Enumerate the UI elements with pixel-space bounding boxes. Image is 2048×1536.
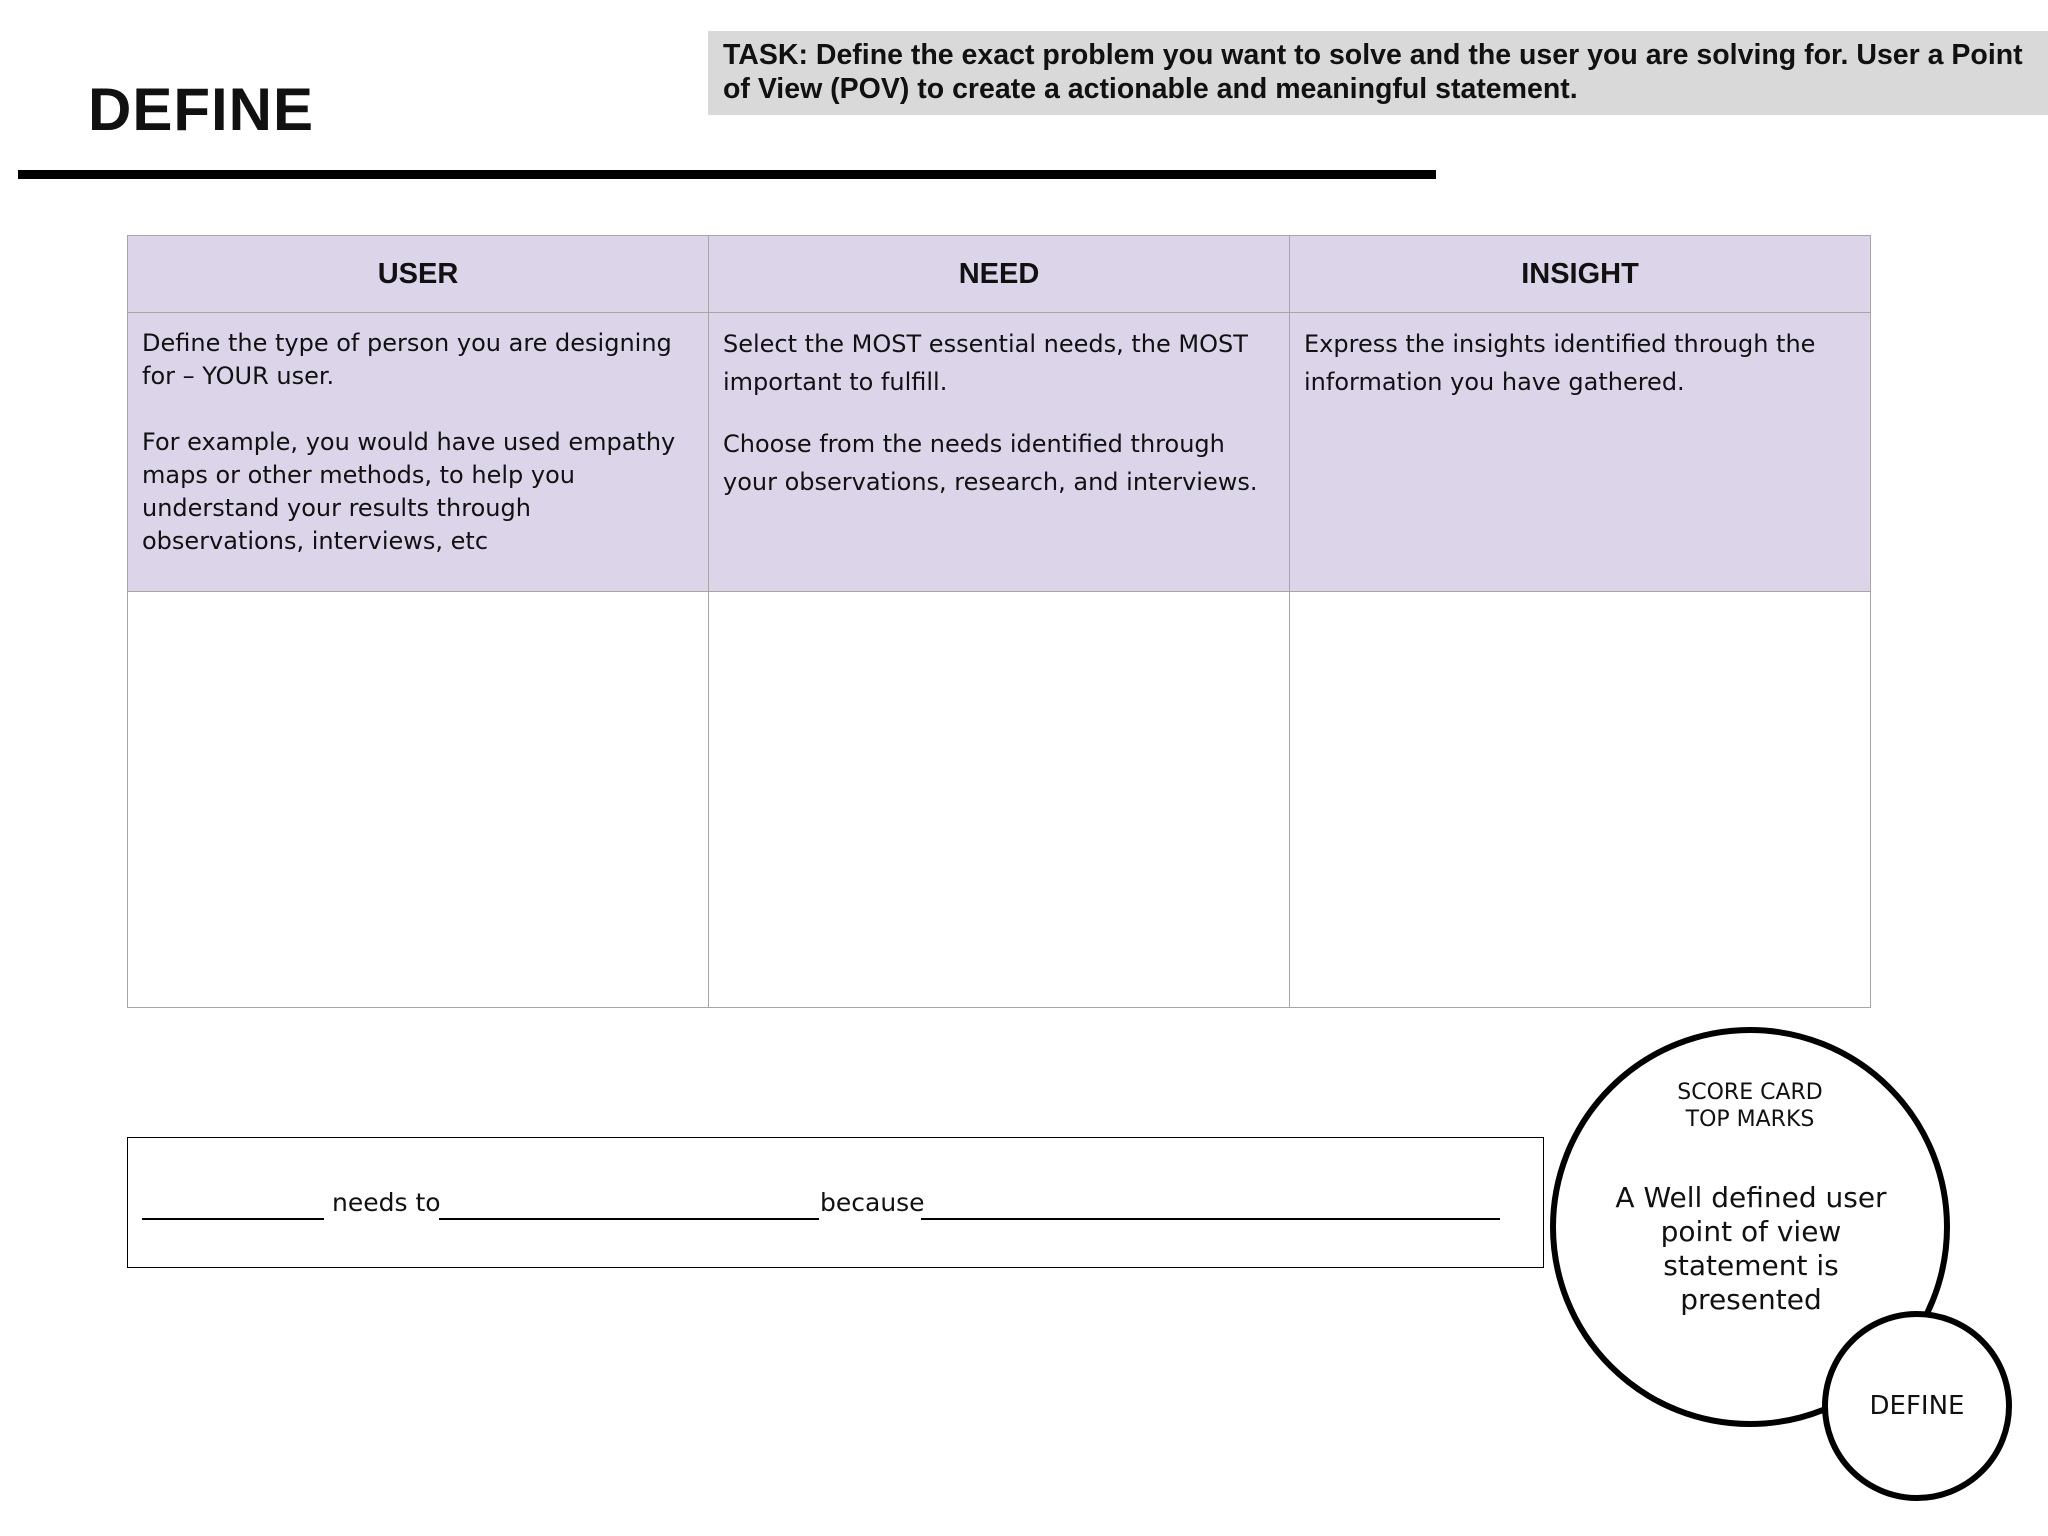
insight-answer-cell[interactable] — [1290, 592, 1871, 1008]
scorecard-title-line1: SCORE CARD — [1677, 1080, 1823, 1105]
table-answer-row — [128, 592, 1871, 1008]
needs-to-text: needs to — [332, 1188, 441, 1217]
user-description-cell — [128, 313, 709, 592]
insight-description-cell — [1290, 313, 1871, 592]
pov-statement-box — [127, 1137, 1544, 1268]
stage-label: DEFINE — [1869, 1391, 1965, 1421]
stage-circle — [1822, 1311, 2012, 1501]
insight-description-1: Express the insights identified through the information you have gathered. — [1304, 330, 1816, 396]
scorecard-title — [1556, 1079, 1944, 1133]
task-instructions: TASK: Define the exact problem you want to solve and the user you are solving for. User a Point of View (POV) to create a actionable and meaningful statement. — [708, 31, 2048, 115]
column-header-need: NEED — [709, 236, 1290, 313]
user-blank[interactable] — [142, 1218, 324, 1220]
table-header-row — [128, 236, 1871, 313]
pov-table — [127, 235, 1871, 1008]
scorecard-criteria: A Well defined user point of view statement is presented — [1615, 1181, 1887, 1316]
scorecard-title-line2: TOP MARKS — [1685, 1107, 1815, 1132]
column-header-insight: INSIGHT — [1290, 236, 1871, 313]
user-answer-cell[interactable] — [128, 592, 709, 1008]
because-text: because — [820, 1188, 925, 1217]
insight-blank[interactable] — [921, 1218, 1500, 1220]
need-answer-cell[interactable] — [709, 592, 1290, 1008]
need-description-1: Select the MOST essential needs, the MOST important to fulfill. — [723, 330, 1248, 396]
page-title: DEFINE — [88, 76, 315, 143]
need-blank[interactable] — [439, 1218, 819, 1220]
title-divider — [18, 170, 1436, 179]
user-description-2: For example, you would have used empathy maps or other methods, to help you understand your results through observations, interviews, etc — [142, 428, 676, 555]
user-description-1: Define the type of person you are designing for – YOUR user. — [142, 329, 672, 390]
need-description-cell — [709, 313, 1290, 592]
column-header-user: USER — [128, 236, 709, 313]
table-description-row — [128, 313, 1871, 592]
need-description-2: Choose from the needs identified through your observations, research, and interviews. — [723, 430, 1258, 496]
